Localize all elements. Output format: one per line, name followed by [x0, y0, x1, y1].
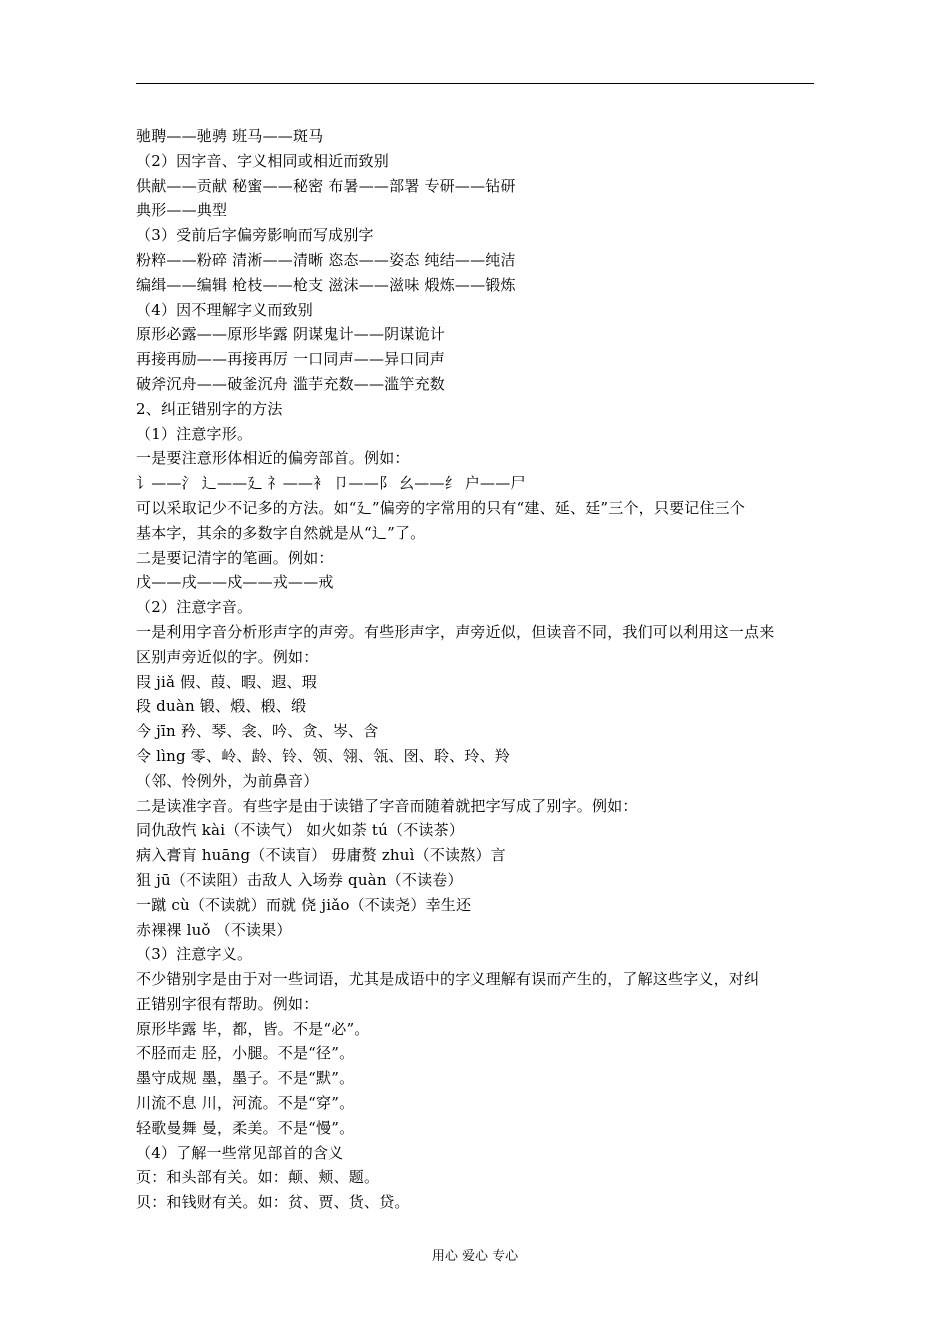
- text-line: 段 duàn 锻、煅、椴、缎: [136, 697, 307, 716]
- text-line: 戊——戌——戍——戎——戒: [136, 573, 334, 592]
- text-line: 不胫而走 胫，小腿。不是“径”。: [136, 1044, 355, 1063]
- text-line: 编缉——编辑 枪枝——枪支 滋沫——滋味 煅炼——锻炼: [136, 275, 516, 294]
- text-line: （邻、怜例外，为前鼻音）: [136, 771, 319, 790]
- text-line: 一是利用字音分析形声字的声旁。有些形声字，声旁近似，但读音不同，我们可以利用这一点来: [136, 622, 775, 641]
- text-line: 基本字，其余的多数字自然就是从“辶”了。: [136, 523, 426, 542]
- text-line: （2）因字音、字义相同或相近而致别: [136, 151, 389, 170]
- text-line: 原形毕露 毕，都，皆。不是“必”。: [136, 1019, 370, 1038]
- text-line: （1）注意字形。: [136, 424, 253, 443]
- text-line: 原形必露——原形毕露 阴谋鬼计——阴谋诡计: [136, 325, 445, 344]
- text-line: 驰聘——驰骋 班马——斑马: [136, 127, 324, 145]
- text-line: 令 lìng 零、岭、龄、铃、领、翎、瓴、囹、聆、玲、羚: [136, 746, 510, 765]
- text-line: 赤裸裸 luǒ （不读果）: [136, 920, 292, 939]
- text-line: 一蹴 cù（不读就）而就 侥 jiǎo（不读尧）幸生还: [136, 895, 472, 914]
- text-line: 不少错别字是由于对一些词语，尤其是成语中的字义理解有误而产生的，了解这些字义，对纠: [136, 970, 760, 989]
- text-line: 狙 jū（不读阻）击敌人 入场券 quàn（不读卷）: [136, 870, 463, 889]
- text-line: 病入膏肓 huāng（不读盲） 毋庸赘 zhuì（不读熬）言: [136, 846, 506, 865]
- text-line: 2、纠正错别字的方法: [136, 399, 283, 418]
- text-line: 二是读准字音。有些字是由于读错了字音而随着就把字写成了别字。例如：: [136, 796, 638, 815]
- text-line: （3）注意字义。: [136, 945, 253, 964]
- text-line: （2）注意字音。: [136, 598, 253, 617]
- text-line: 供献——贡献 秘蜜——秘密 布暑——部署 专研——钻研: [136, 176, 516, 195]
- text-line: 川流不息 川，河流。不是“穿”。: [136, 1094, 355, 1113]
- text-line: 页：和头部有关。如：颠、颊、题。: [136, 1168, 380, 1187]
- text-line: （4）因不理解字义而致别: [136, 300, 313, 319]
- text-line: 一是要注意形体相近的偏旁部首。例如：: [136, 449, 410, 468]
- text-line: 贝：和钱财有关。如：贫、贾、货、贷。: [136, 1193, 410, 1212]
- header-rule: [136, 83, 814, 84]
- text-line: 正错别字很有帮助。例如：: [136, 994, 319, 1013]
- text-line: 粉粹——粉碎 清淅——清晰 恣态——姿态 纯结——纯洁: [136, 250, 516, 269]
- text-line: 同仇敌忾 kài（不读气） 如火如荼 tú（不读茶）: [136, 821, 465, 840]
- text-line: 讠——氵 辶——廴 礻——衤 卩——阝 幺——纟 户——尸: [136, 474, 526, 493]
- text-line: （4）了解一些常见部首的含义: [136, 1143, 344, 1162]
- text-line: 区别声旁近似的字。例如：: [136, 647, 319, 666]
- text-line: 破斧沉舟——破釜沉舟 滥芋充数——滥竽充数: [136, 374, 445, 393]
- text-line: 叚 jiǎ 假、葭、暇、遐、瑕: [136, 672, 317, 691]
- text-line: 轻歌曼舞 曼，柔美。不是“慢”。: [136, 1118, 355, 1137]
- page-footer: 用心 爱心 专心: [431, 1249, 519, 1264]
- text-line: 再接再励——再接再厉 一口同声——异口同声: [136, 350, 445, 369]
- document-body: [136, 124, 816, 1215]
- text-line: 可以采取记少不记多的方法。如“廴”偏旁的字常用的只有“建、延、廷”三个，只要记住三个: [136, 498, 746, 517]
- text-line: 今 jīn 矜、琴、衾、吟、贪、岑、含: [136, 722, 379, 741]
- text-line: 墨守成规 墨，墨子。不是“默”。: [136, 1069, 355, 1088]
- text-line: 典形——典型: [136, 201, 228, 220]
- text-line: 二是要记清字的笔画。例如：: [136, 548, 334, 567]
- text-line: （3）受前后字偏旁影响而写成别字: [136, 226, 374, 245]
